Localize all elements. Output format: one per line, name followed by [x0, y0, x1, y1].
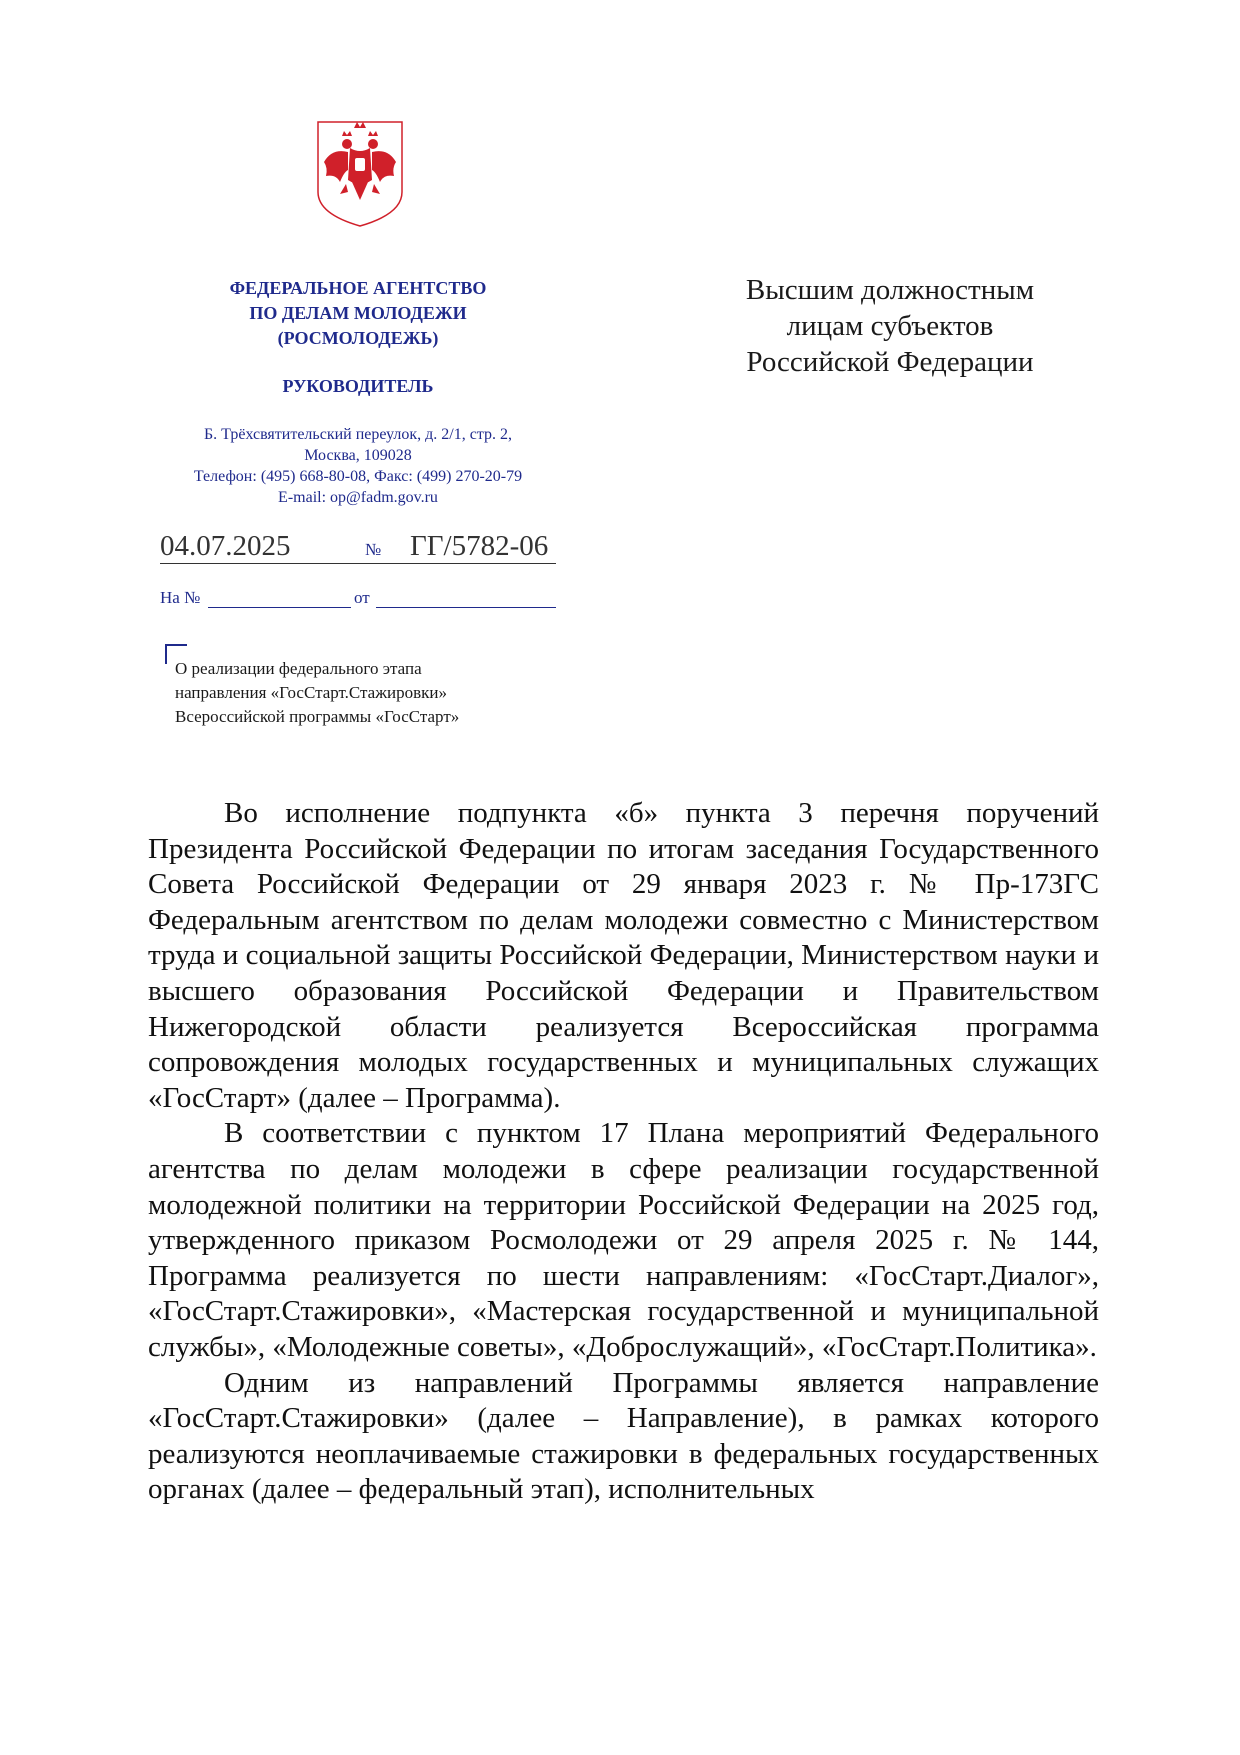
- org-name-line: ФЕДЕРАЛЬНОЕ АГЕНТСТВО: [229, 278, 487, 298]
- phone-line: Телефон: (495) 668-80-08, Факс: (499) 270-20-79: [193, 468, 523, 485]
- coat-of-arms-icon: [314, 118, 406, 230]
- body-paragraph: Одним из направлений Программы является направление «ГосСтарт.Стажировки» (далее – Направление), в рамках которого реализуются неоплачиваемые стажировки в федеральных государственных органах (далее – федеральный этап), исполнительных: [148, 1366, 1099, 1506]
- subject-line: направления «ГосСтарт.Стажировки»: [175, 683, 447, 702]
- reference-date-label: от: [354, 588, 370, 607]
- reference-number-blank: [208, 607, 351, 608]
- registration-line: [160, 530, 556, 564]
- address-line: Б. Трёхсвятительский переулок, д. 2/1, стр. 2,: [203, 426, 513, 443]
- organization-name: [138, 276, 578, 351]
- addressee-line: Российской Федерации: [746, 346, 1034, 378]
- address-line: Москва, 109028: [304, 447, 412, 464]
- letter-body: [148, 796, 1099, 1508]
- number-sign: №: [365, 540, 382, 559]
- body-paragraph: Во исполнение подпункта «б» пункта 3 перечня поручений Президента Российской Федерации по итогам заседания Государственного Совета Российской Федерации от 29 января 2023 г. № Пр-173ГС Федеральным агентством по делам молодежи совместно с Министерством труда и социальной защиты Российской Федерации, Министерством науки и высшего образования Российской Федерации и Правительством Нижегородской области реализуется Всероссийская программа сопровождения молодых государственных и муниципальных служащих «ГосСтарт» (далее – Программа).: [148, 797, 1099, 1114]
- reference-line: [160, 588, 556, 610]
- signatory-title: РУКОВОДИТЕЛЬ: [282, 376, 434, 396]
- organization-address: [138, 424, 578, 508]
- reference-date-blank: [376, 607, 556, 608]
- addressee-line: Высшим должностным: [745, 274, 1035, 306]
- subject-line: О реализации федерального этапа: [175, 659, 422, 678]
- email-line: E-mail: op@fadm.gov.ru: [278, 489, 438, 506]
- document-date: 04.07.2025: [160, 530, 291, 562]
- addressee: [700, 272, 1080, 380]
- addressee-line: лицам субъектов: [786, 310, 994, 342]
- document-number: ГГ/5782-06: [410, 530, 549, 562]
- registration-underline: [160, 563, 556, 564]
- body-paragraph: В соответствии с пунктом 17 Плана мероприятий Федерального агентства по делам молодежи в сфере реализации государственной молодежной политики на территории Российской Федерации на 2025 год, утвержденного приказом Росмолодежи от 29 апреля 2025 г. № 144, Программа реализуется по шести направлениям: «ГосСтарт.Диалог», «ГосСтарт.Стажировки», «Мастерская государственной и муниципальной службы», «Молодежные советы», «Доброслужащий», «ГосСтарт.Политика».: [148, 1117, 1099, 1363]
- reference-number-label: На №: [160, 588, 201, 607]
- org-name-line: (РОСМОЛОДЕЖЬ): [277, 328, 439, 348]
- letter-subject: [175, 657, 595, 729]
- org-name-line: ПО ДЕЛАМ МОЛОДЕЖИ: [249, 303, 467, 323]
- subject-line: Всероссийской программы «ГосСтарт»: [175, 707, 460, 726]
